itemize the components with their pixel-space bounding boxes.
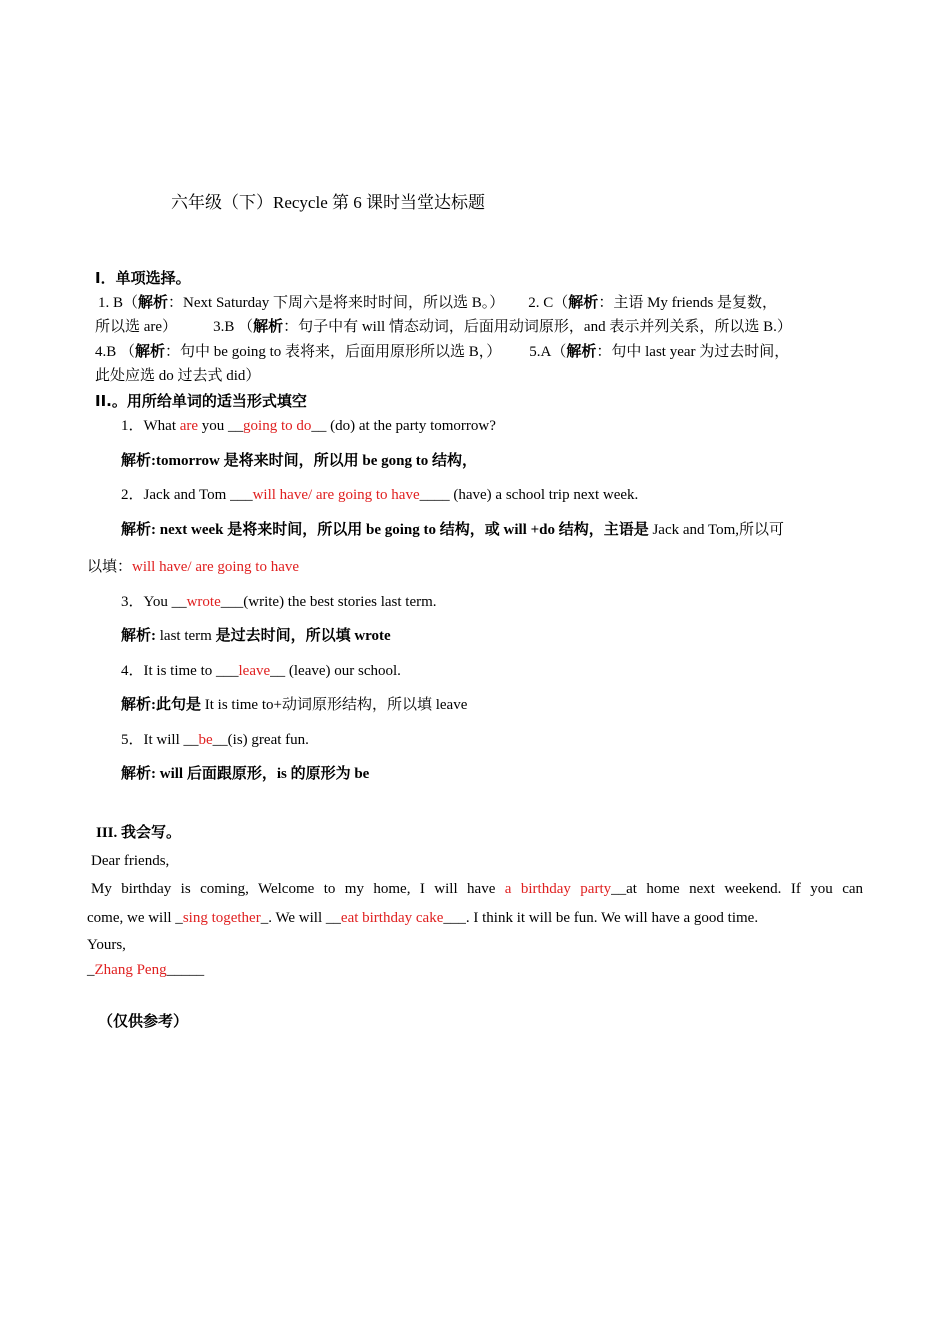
text: 4.B （ bbox=[95, 344, 136, 360]
answer-line-4: 此处应选 do 过去式 did） bbox=[95, 368, 261, 384]
explanation-5: 解析: will 后面跟原形，is 的原形为 be bbox=[121, 766, 370, 782]
text: 解析:此句是 bbox=[121, 697, 201, 713]
text: Jack and Tom,所以可 bbox=[648, 522, 785, 538]
answer-line-2 bbox=[95, 316, 792, 337]
text: 3.B （ bbox=[213, 319, 254, 335]
letter-signature bbox=[87, 960, 204, 980]
letter-body-line-1 bbox=[91, 879, 863, 899]
letter-closing: Yours, bbox=[87, 937, 126, 953]
explanation-2-cont bbox=[87, 557, 299, 577]
reference-note: （仅供参考） bbox=[98, 1012, 189, 1030]
answer: will have/ are going to have bbox=[252, 487, 420, 503]
text: 解析 bbox=[568, 293, 599, 311]
text: 2. C（ bbox=[528, 295, 569, 311]
explanation-3 bbox=[121, 626, 391, 646]
text: 解析: next week 是将来时间，所以用 be going to 结构，或 will +do 结构，主语是 bbox=[121, 522, 649, 538]
text: 解析 bbox=[566, 342, 597, 360]
answer: will have/ are going to have bbox=[132, 559, 300, 575]
text: _. We will __ bbox=[260, 910, 341, 926]
text: ：主语 My friends 是复数， bbox=[598, 295, 778, 311]
question-5 bbox=[121, 730, 309, 750]
answer: eat birthday cake bbox=[340, 910, 444, 926]
text: ___. I think it will be fun. We will have a good time. bbox=[443, 910, 759, 926]
text: __(is) great fun. bbox=[212, 732, 309, 748]
text: come, we will _ bbox=[87, 910, 183, 926]
letter-body-line-2 bbox=[87, 908, 758, 928]
text: __ (do) at the party tomorrow? bbox=[311, 418, 496, 434]
answer: wrote bbox=[186, 594, 221, 610]
answer-line-1 bbox=[98, 292, 777, 313]
question-2 bbox=[121, 485, 638, 505]
text: 1. B（ bbox=[98, 295, 139, 311]
text: ：Next Saturday 下周六是将来时时间，所以选 B。） bbox=[168, 295, 505, 311]
text: ___(write) the best stories last term. bbox=[220, 594, 437, 610]
answer: leave bbox=[238, 663, 271, 679]
answer: are bbox=[179, 418, 199, 434]
text: _ bbox=[87, 962, 95, 978]
page-title: 六年级（下）Recycle 第 6 课时当堂达标题 bbox=[171, 193, 485, 212]
text: ：句子中有 will 情态动词，后面用动词原形，and 表示并列关系，所以选 B.） bbox=[283, 319, 792, 335]
text: 所以选 are） bbox=[95, 319, 178, 335]
section-3-heading: III. 我会写。 bbox=[96, 825, 182, 841]
text: ：句中 last year 为过去时间， bbox=[596, 344, 790, 360]
explanation-2 bbox=[121, 520, 784, 540]
text: ____ (have) a school trip next week. bbox=[419, 487, 639, 503]
answer: a birthday party bbox=[504, 881, 612, 897]
question-1 bbox=[121, 416, 496, 436]
text: 4．It is time to ___ bbox=[121, 663, 239, 679]
text: _____ bbox=[166, 962, 205, 978]
text: 5．It will __ bbox=[121, 732, 199, 748]
answer: going to do bbox=[243, 418, 312, 434]
text: 解析 bbox=[253, 317, 284, 335]
text: you __ bbox=[198, 418, 244, 434]
answer: be bbox=[198, 732, 213, 748]
text: 是过去时间，所以填 wrote bbox=[215, 628, 391, 644]
answer: sing together bbox=[182, 910, 261, 926]
text: 3．You __ bbox=[121, 594, 187, 610]
explanation-4 bbox=[121, 695, 467, 715]
letter-greeting: Dear friends, bbox=[91, 853, 170, 869]
text: ：句中 be going to 表将来，后面用原形所以选 B，） bbox=[165, 344, 502, 360]
text: __ (leave) our school. bbox=[270, 663, 401, 679]
text: 1．What bbox=[121, 418, 180, 434]
text: 5.A（ bbox=[529, 344, 567, 360]
text: My birthday is coming, Welcome to my home, I will have bbox=[91, 881, 505, 897]
answer-line-3 bbox=[95, 341, 789, 362]
question-4 bbox=[121, 661, 401, 681]
text: 2．Jack and Tom ___ bbox=[121, 487, 253, 503]
text: 以填： bbox=[87, 559, 133, 575]
answer: Zhang Peng bbox=[94, 962, 167, 978]
text: 解析 bbox=[138, 293, 169, 311]
text: It is time to+动词原形结构，所以填 leave bbox=[201, 697, 468, 713]
text: last term bbox=[159, 628, 216, 644]
section-1-heading: Ⅰ．单项选择。 bbox=[95, 269, 191, 287]
text: __at home next weekend. If you can bbox=[611, 881, 864, 897]
text: 解析 bbox=[135, 342, 166, 360]
text: 解析: bbox=[121, 628, 160, 644]
section-2-heading: II.。用所给单词的适当形式填空 bbox=[95, 392, 307, 410]
explanation-1: 解析:tomorrow 是将来时间，所以用 be gong to 结构， bbox=[121, 453, 477, 469]
question-3 bbox=[121, 592, 437, 612]
